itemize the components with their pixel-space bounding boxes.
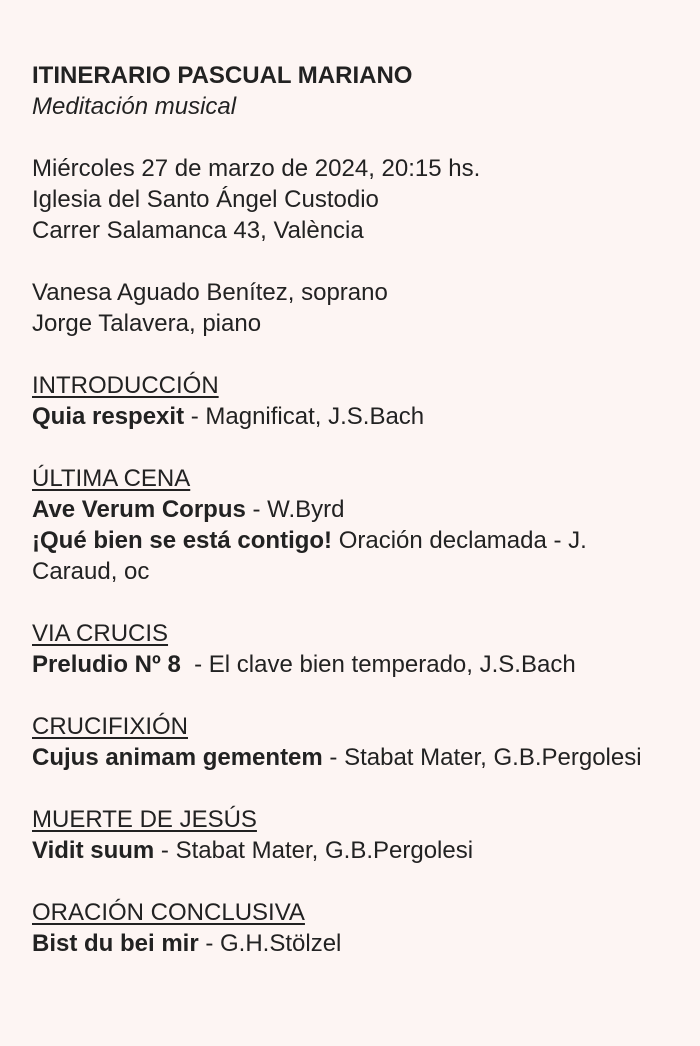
work-title: ¡Qué bien se está contigo!: [32, 527, 333, 554]
spacer: [32, 339, 668, 370]
work-title: Cujus animam gementem: [32, 744, 323, 771]
work-item: [32, 742, 668, 773]
work-item: [32, 401, 668, 432]
work-detail: Oración declamada - J. Caraud, oc: [32, 527, 587, 585]
work-detail: - El clave bien temperado, J.S.Bach: [180, 651, 576, 678]
section-introduccion: [32, 370, 668, 432]
performer-piano: Jorge Talavera, piano: [32, 310, 262, 337]
work-detail: - G.H.Stölzel: [198, 930, 342, 957]
spacer: [32, 122, 668, 153]
work-title: Vidit suum: [32, 837, 155, 864]
work-item: [32, 494, 668, 525]
event-venue: Iglesia del Santo Ángel Custodio: [32, 186, 379, 213]
section-heading: ÚLTIMA CENA: [32, 465, 191, 492]
event-address: Carrer Salamanca 43, València: [32, 217, 364, 244]
event-date: Miércoles 27 de marzo de 2024, 20:15 hs.: [32, 155, 481, 182]
spacer: [32, 680, 668, 711]
section-heading: ORACIÓN CONCLUSIVA: [32, 899, 305, 926]
work-title: Preludio Nº 8: [32, 651, 181, 678]
work-detail: - Stabat Mater, G.B.Pergolesi: [322, 744, 642, 771]
work-title: Ave Verum Corpus: [32, 496, 246, 523]
section-crucifixion: [32, 711, 668, 773]
work-item: [32, 649, 668, 680]
work-item: [32, 525, 668, 587]
spacer: [32, 866, 668, 897]
section-muerte-de-jesus: [32, 804, 668, 866]
program-title: ITINERARIO PASCUAL MARIANO: [32, 62, 413, 89]
section-heading: CRUCIFIXIÓN: [32, 713, 188, 740]
spacer: [32, 246, 668, 277]
performer-soprano: Vanesa Aguado Benítez, soprano: [32, 279, 388, 306]
work-detail: - W.Byrd: [245, 496, 345, 523]
work-title: Bist du bei mir: [32, 930, 199, 957]
program-subtitle: Meditación musical: [32, 93, 237, 120]
work-title: Quia respexit: [32, 403, 185, 430]
section-heading: VIA CRUCIS: [32, 620, 169, 647]
section-via-crucis: [32, 618, 668, 680]
section-heading: MUERTE DE JESÚS: [32, 806, 257, 833]
work-detail: - Magnificat, J.S.Bach: [184, 403, 425, 430]
spacer: [32, 432, 668, 463]
work-detail: - Stabat Mater, G.B.Pergolesi: [154, 837, 474, 864]
section-heading: INTRODUCCIÓN: [32, 372, 219, 399]
section-ultima-cena: [32, 463, 668, 587]
spacer: [32, 773, 668, 804]
spacer: [32, 587, 668, 618]
work-item: [32, 835, 668, 866]
work-item: [32, 928, 668, 959]
section-oracion-conclusiva: [32, 897, 668, 959]
